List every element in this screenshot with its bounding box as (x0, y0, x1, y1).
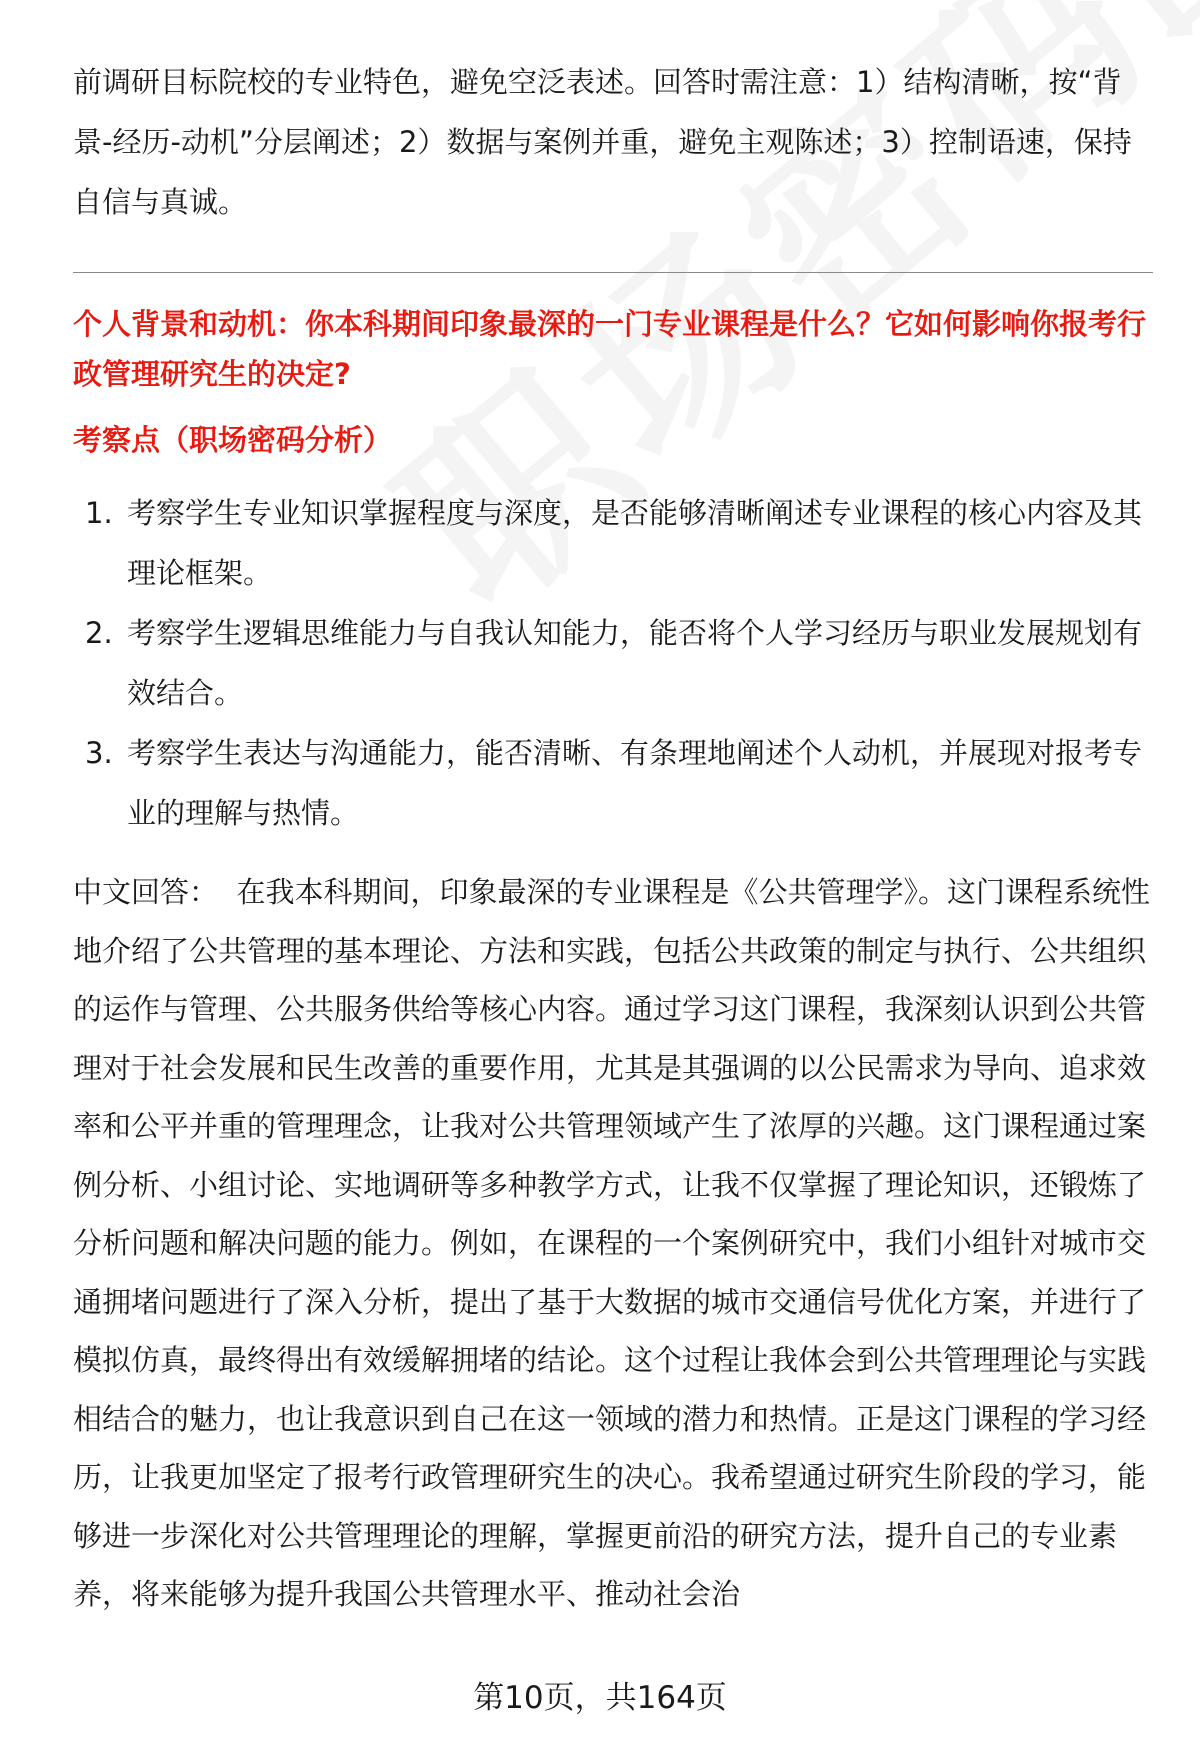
point-number: 2. (85, 616, 113, 650)
answer-text: 在我本科期间，印象最深的专业课程是《公共管理学》。这门课程系统性地介绍了公共管理的基本理论、方法和实践，包括公共政策的制定与执行、公共组织的运作与管理、公共服务供给等核心内容。通过学习这门课程，我深刻认识到公共管理对于社会发展和民生改善的重要作用，尤其是其强调的以公民需求为导向、追求效率和公平并重的管理理念，让我对公共管理领域产生了浓厚的兴趣。这门课程通过案例分析、小组讨论、实地调研等多种教学方式，让我不仅掌握了理论知识，还锻炼了分析问题和解决问题的能力。例如，在课程的一个案例研究中，我们小组针对城市交通拥堵问题进行了深入分析，提出了基于大数据的城市交通信号优化方案，并进行了模拟仿真，最终得出有效缓解拥堵的结论。这个过程让我体会到公共管理理论与实践相结合的魅力，也让我意识到自己在这一领域的潜力和热情。正是这门课程的学习经历，让我更加坚定了报考行政管理研究生的决心。我希望通过研究生阶段的学习，能够进一步深化对公共管理理论的理解，掌握更前沿的研究方法，提升自己的专业素养，将来能够为提升我国公共管理水平、推动社会治 (73, 875, 1150, 1611)
point-text: 考察学生专业知识掌握程度与深度，是否能够清晰阐述专业课程的核心内容及其理论框架。 (127, 496, 1143, 590)
assessment-point (73, 723, 1153, 843)
section-divider (73, 272, 1153, 273)
document-page (73, 52, 1153, 1624)
point-text: 考察学生逻辑思维能力与自我认知能力，能否将个人学习经历与职业发展规划有效结合。 (127, 616, 1143, 710)
answer-paragraph (73, 863, 1153, 1624)
point-text: 考察学生表达与沟通能力，能否清晰、有条理地阐述个人动机，并展现对报考专业的理解与热情。 (127, 736, 1143, 830)
assessment-point (73, 603, 1153, 723)
point-number: 1. (85, 496, 113, 530)
assessment-title: 考察点（职场密码分析） (73, 423, 393, 457)
assessment-point (73, 483, 1153, 603)
assessment-points-list (73, 483, 1153, 843)
point-number: 3. (85, 736, 113, 770)
page-footer: 第10页，共164页 (473, 1680, 727, 1716)
question-heading: 个人背景和动机：你本科期间印象最深的一门专业课程是什么？它如何影响你报考行政管理研究生的决定? (73, 307, 1147, 391)
intro-paragraph: 前调研目标院校的专业特色，避免空泛表述。回答时需注意：1）结构清晰，按“背景-经历-动机”分层阐述；2）数据与案例并重，避免主观陈述；3）控制语速，保持自信与真诚。 (73, 65, 1132, 219)
answer-label: 中文回答： (73, 875, 219, 909)
